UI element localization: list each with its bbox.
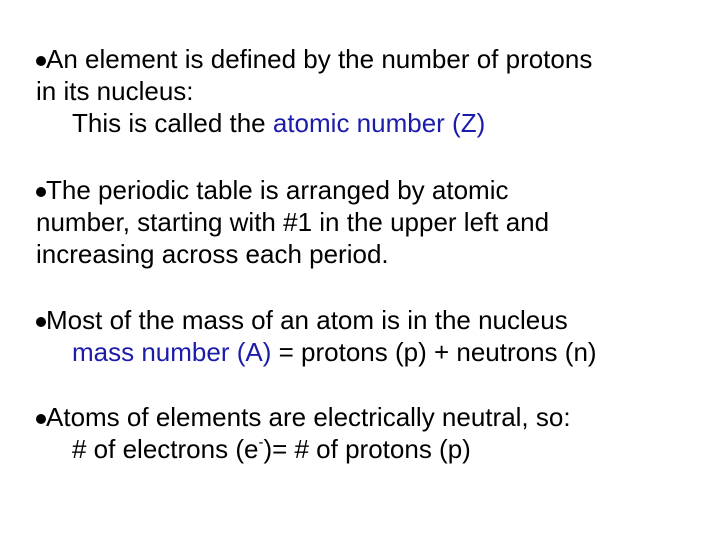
bullet-dot-icon — [36, 187, 46, 197]
bullet-line — [36, 304, 696, 336]
bullet-dot-icon — [36, 414, 46, 424]
text-run: = protons (p) + neutrons (n) — [271, 337, 597, 367]
bullet-line — [36, 174, 696, 206]
superscript-minus: - — [258, 434, 264, 451]
bullet-dot-icon — [36, 317, 46, 327]
indented-line — [36, 107, 696, 139]
text-line: The periodic table is arranged by atomic — [46, 175, 509, 205]
bullet-dot-icon — [36, 56, 46, 66]
text-line: number, starting with #1 in the upper left and — [36, 207, 550, 237]
term-atomic-number: atomic number (Z) — [272, 108, 486, 138]
indented-line — [36, 336, 696, 368]
bullet-atomic-number — [36, 43, 696, 139]
bullet-periodic-table — [36, 174, 696, 270]
text-line: Atoms of elements are electrically neutral, so: — [46, 402, 571, 432]
indented-line — [36, 433, 696, 465]
text-line: Most of the mass of an atom is in the nucleus — [46, 305, 568, 335]
text-line: in its nucleus: — [36, 76, 194, 106]
text-run: # of electrons (e — [72, 434, 259, 464]
text-run: )= # of protons (p) — [263, 434, 471, 464]
bullet-line — [36, 43, 696, 75]
text-line: An element is defined by the number of protons — [46, 44, 593, 74]
term-mass-number: mass number (A) — [72, 337, 272, 367]
bullet-neutral-atoms — [36, 401, 696, 465]
text-line: increasing across each period. — [36, 239, 389, 269]
text-run: This is called the — [72, 108, 273, 138]
bullet-mass-number — [36, 304, 696, 368]
bullet-line — [36, 401, 696, 433]
